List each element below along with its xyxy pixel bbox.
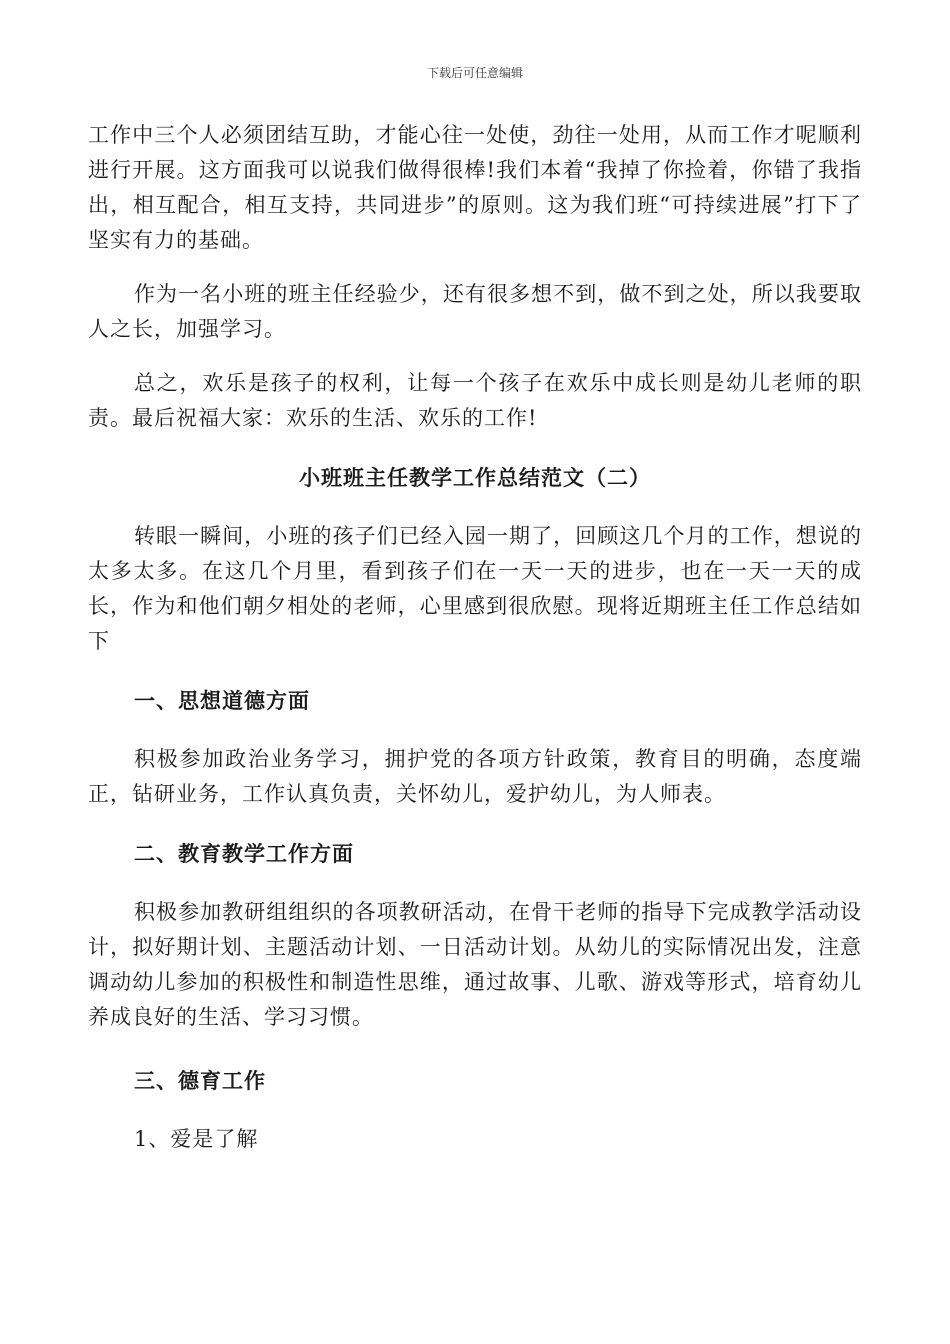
paragraph-teaching: 积极参加教研组组织的各项教研活动，在骨干老师的指导下完成教学活动设计，拟好期计划、主题活动计划、一日活动计划。从幼儿的实际情况出发，注意调动幼儿参加的积极性和制造性思维，通过故事、儿歌、游戏等形式，培育幼儿养成良好的生活、学习习惯。 bbox=[88, 900, 862, 1029]
section-title: 小班班主任教学工作总结范文（二） bbox=[299, 465, 651, 490]
paragraph-intro: 转眼一瞬间，小班的孩子们已经入园一期了，回顾这几个月的工作，想说的太多太多。在这几个月里，看到孩子们在一天一天的进步，也在一天一天的成长，作为和他们朝夕相处的老师，心里感到很欣慰。现将近期班主任工作总结如下 bbox=[88, 524, 862, 653]
paragraph-ideology: 积极参加政治业务学习，拥护党的各项方针政策，教育目的明确，态度端正，钻研业务，工作认真负责，关怀幼儿，爱护幼儿，为人师表。 bbox=[88, 747, 862, 806]
list-item-love: 1、爱是了解 bbox=[134, 1127, 259, 1151]
document-body bbox=[88, 118, 862, 1157]
paragraph-conclusion: 总之，欢乐是孩子的权利，让每一个孩子在欢乐中成长则是幼儿老师的职责。最后祝福大家：欢乐的生活、欢乐的工作! bbox=[88, 371, 862, 430]
paragraph-teamwork: 工作中三个人必须团结互助，才能心往一处使，劲往一处用，从而工作才呢顺利进行开展。这方面我可以说我们做得很棒!我们本着“我掉了你捡着，你错了我指出，相互配合，相互支持，共同进步”的原则。这为我们班“可持续进展”打下了坚实有力的基础。 bbox=[88, 123, 862, 252]
heading-ideology: 一、思想道德方面 bbox=[134, 688, 310, 713]
paragraph-experience: 作为一名小班的班主任经验少，还有很多想不到，做不到之处，所以我要取人之长，加强学习。 bbox=[88, 282, 862, 341]
page-header: 下载后可任意编辑 bbox=[426, 66, 523, 80]
heading-teaching: 二、教育教学工作方面 bbox=[134, 841, 354, 866]
heading-moral: 三、德育工作 bbox=[134, 1068, 266, 1093]
